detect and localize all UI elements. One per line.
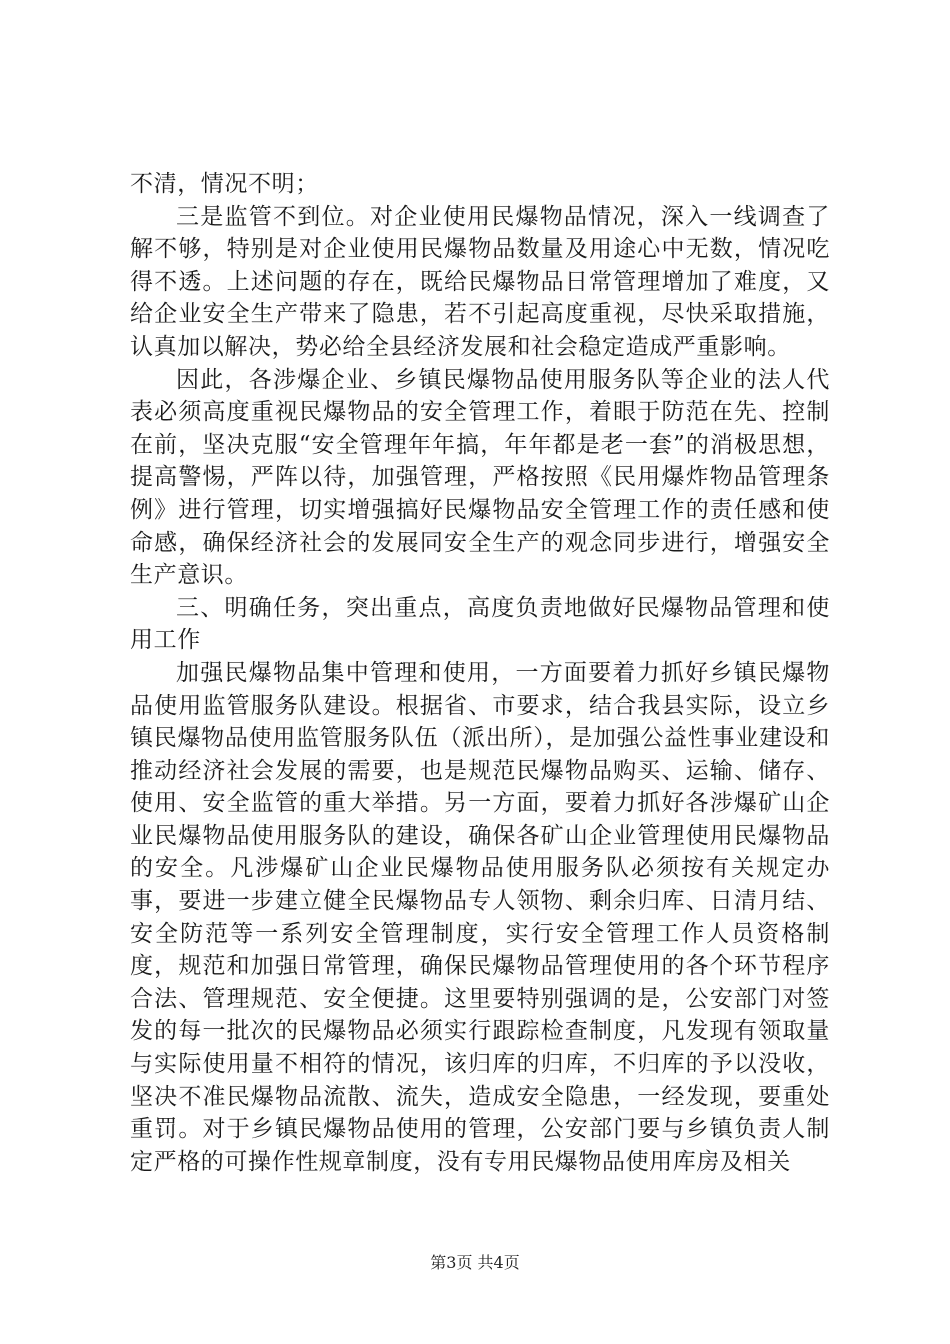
page-footer: 第3页 共4页: [430, 1253, 520, 1272]
paragraph-1: 不清，情况不明；: [130, 171, 319, 197]
document-body: [130, 168, 830, 1178]
paragraph-4: 加强民爆物品集中管理和使用，一方面要着力抓好乡镇民爆物品使用监管服务队建设。根据省、市要求，结合我县实际，设立乡镇民爆物品使用监管服务队伍（派出所），是加强公益性事业建设和推动经济社会发展的需要，也是规范民爆物品购买、运输、储存、使用、安全监管的重大举措。另一方面，要着力抓好各涉爆矿山企业民爆物品使用服务队的建设，确保各矿山企业管理使用民爆物品的安全。凡涉爆矿山企业民爆物品使用服务队必须按有关规定办事，要进一步建立健全民爆物品专人领物、剩余归库、日清月结、安全防范等一系列安全管理制度，实行安全管理工作人员资格制度，规范和加强日常管理，确保民爆物品管理使用的各个环节程序合法、管理规范、安全便捷。这里要特别强调的是，公安部门对签发的每一批次的民爆物品必须实行跟踪检查制度，凡发现有领取量与实际使用量不相符的情况，该归库的归库，不归库的予以没收，坚决不准民爆物品流散、流失，造成安全隐患，一经发现，要重处重罚。对于乡镇民爆物品使用的管理，公安部门要与乡镇负责人制定严格的可操作性规章制度，没有专用民爆物品使用库房及相关: [130, 659, 830, 1175]
paragraph-2: 三是监管不到位。对企业使用民爆物品情况，深入一线调查了解不够，特别是对企业使用民爆物品数量及用途心中无数，情况吃得不透。上述问题的存在，既给民爆物品日常管理增加了难度，又给企业安全生产带来了隐患，若不引起高度重视，尽快采取措施，认真加以解决，势必给全县经济发展和社会稳定造成严重影响。: [130, 203, 830, 360]
paragraph-3: 因此，各涉爆企业、乡镇民爆物品使用服务队等企业的法人代表必须高度重视民爆物品的安全管理工作，着眼于防范在先、控制在前，坚决克服“安全管理年年搞，年年都是老一套”的消极思想，提高警惕，严阵以待，加强管理，严格按照《民用爆炸物品管理条例》进行管理，切实增强搞好民爆物品安全管理工作的责任感和使命感，确保经济社会的发展同安全生产的观念同步进行，增强安全生产意识。: [130, 366, 830, 589]
section-heading-3: 三、明确任务，突出重点，高度负责地做好民爆物品管理和使用工作: [130, 594, 830, 654]
